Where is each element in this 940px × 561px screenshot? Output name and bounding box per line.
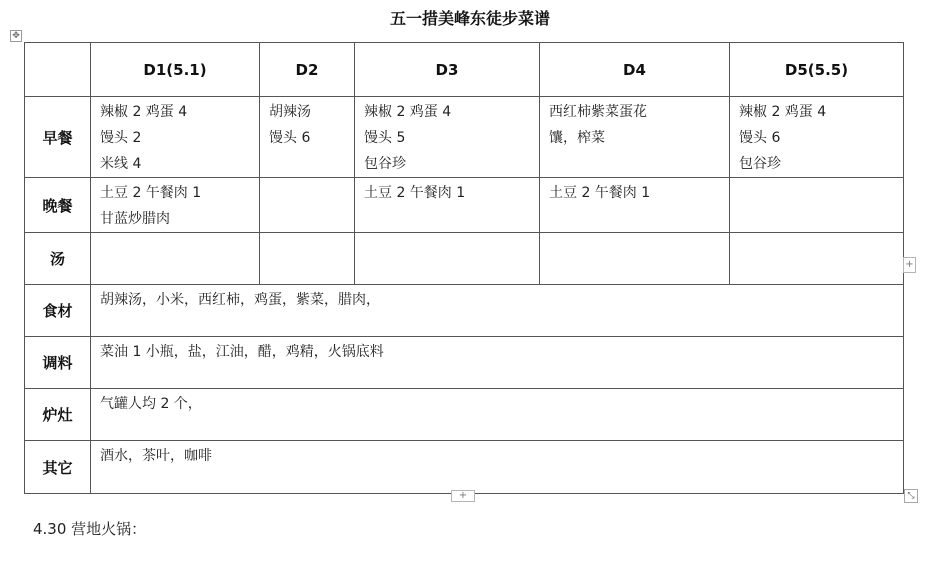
- cell-line: 酒水，茶叶，咖啡: [100, 448, 212, 464]
- cell-line: 气罐人均 2 个，: [100, 396, 202, 412]
- menu-cell[interactable]: [91, 178, 260, 233]
- menu-cell[interactable]: [540, 233, 730, 285]
- menu-cell[interactable]: [260, 97, 355, 178]
- menu-cell[interactable]: [355, 97, 540, 178]
- day-header: D1(5.1): [91, 43, 260, 97]
- cell-line: 土豆 2 午餐肉 1: [364, 185, 466, 201]
- table-row: [25, 233, 904, 285]
- day-header: D5(5.5): [730, 43, 904, 97]
- table-row: [25, 178, 904, 233]
- row-label: 早餐: [25, 97, 91, 178]
- cell-line: 菜油 1 小瓶，盐，江油，醋，鸡精，火锅底料: [100, 344, 384, 360]
- cell-line: 辣椒 2 鸡蛋 4: [739, 104, 827, 120]
- merged-cell[interactable]: [91, 389, 904, 441]
- move-icon[interactable]: ✥: [10, 30, 22, 42]
- row-label: 食材: [25, 285, 91, 337]
- table-row: [25, 285, 904, 337]
- menu-cell[interactable]: [730, 233, 904, 285]
- cell-line: 米线 4: [100, 156, 142, 172]
- menu-cell[interactable]: [730, 178, 904, 233]
- cell-line: 胡辣汤，小米，西红柿，鸡蛋，紫菜，腊肉，: [100, 292, 380, 308]
- day-header: D3: [355, 43, 540, 97]
- paragraph-text: 4.30 营地火锅：: [33, 520, 147, 538]
- cell-line: 包谷珍: [364, 156, 406, 172]
- cell-line: 馒头 2: [100, 130, 142, 146]
- menu-cell[interactable]: [730, 97, 904, 178]
- header-row: [25, 43, 904, 97]
- day-header: D4: [540, 43, 730, 97]
- menu-cell[interactable]: [91, 233, 260, 285]
- cell-line: 西红柿紫菜蛋花: [549, 104, 647, 120]
- cell-line: 胡辣汤: [269, 104, 311, 120]
- cell-line: 土豆 2 午餐肉 1: [549, 185, 651, 201]
- cell-line: 馕，榨菜: [549, 130, 605, 146]
- row-label: 其它: [25, 441, 91, 494]
- menu-cell[interactable]: [355, 178, 540, 233]
- cell-line: 辣椒 2 鸡蛋 4: [364, 104, 452, 120]
- table-row: [25, 337, 904, 389]
- menu-cell[interactable]: [540, 97, 730, 178]
- add-column-plus-icon[interactable]: +: [451, 490, 475, 502]
- menu-cell[interactable]: [355, 233, 540, 285]
- resize-icon[interactable]: ⤡: [904, 489, 918, 503]
- menu-cell[interactable]: [540, 178, 730, 233]
- cell-line: 甘蓝炒腊肉: [100, 211, 170, 227]
- row-label: 晚餐: [25, 178, 91, 233]
- cell-line: 馒头 5: [364, 130, 406, 146]
- menu-cell[interactable]: [260, 178, 355, 233]
- merged-cell[interactable]: [91, 337, 904, 389]
- menu-table: [24, 42, 904, 494]
- day-header: D2: [260, 43, 355, 97]
- table-row: [25, 97, 904, 178]
- document-title: 五一措美峰东徒步菜谱: [389, 9, 550, 28]
- add-row-plus-icon[interactable]: +: [903, 257, 916, 273]
- cell-line: 辣椒 2 鸡蛋 4: [100, 104, 188, 120]
- row-label: 炉灶: [25, 389, 91, 441]
- cell-line: 馒头 6: [269, 130, 311, 146]
- merged-cell[interactable]: [91, 285, 904, 337]
- merged-cell[interactable]: [91, 441, 904, 494]
- cell-line: 馒头 6: [739, 130, 781, 146]
- table-row: [25, 389, 904, 441]
- corner-cell: [25, 43, 91, 97]
- row-label: 调料: [25, 337, 91, 389]
- cell-line: 包谷珍: [739, 156, 781, 172]
- menu-cell[interactable]: [91, 97, 260, 178]
- table-row: [25, 441, 904, 494]
- menu-cell[interactable]: [260, 233, 355, 285]
- cell-line: 土豆 2 午餐肉 1: [100, 185, 202, 201]
- row-label: 汤: [25, 233, 91, 285]
